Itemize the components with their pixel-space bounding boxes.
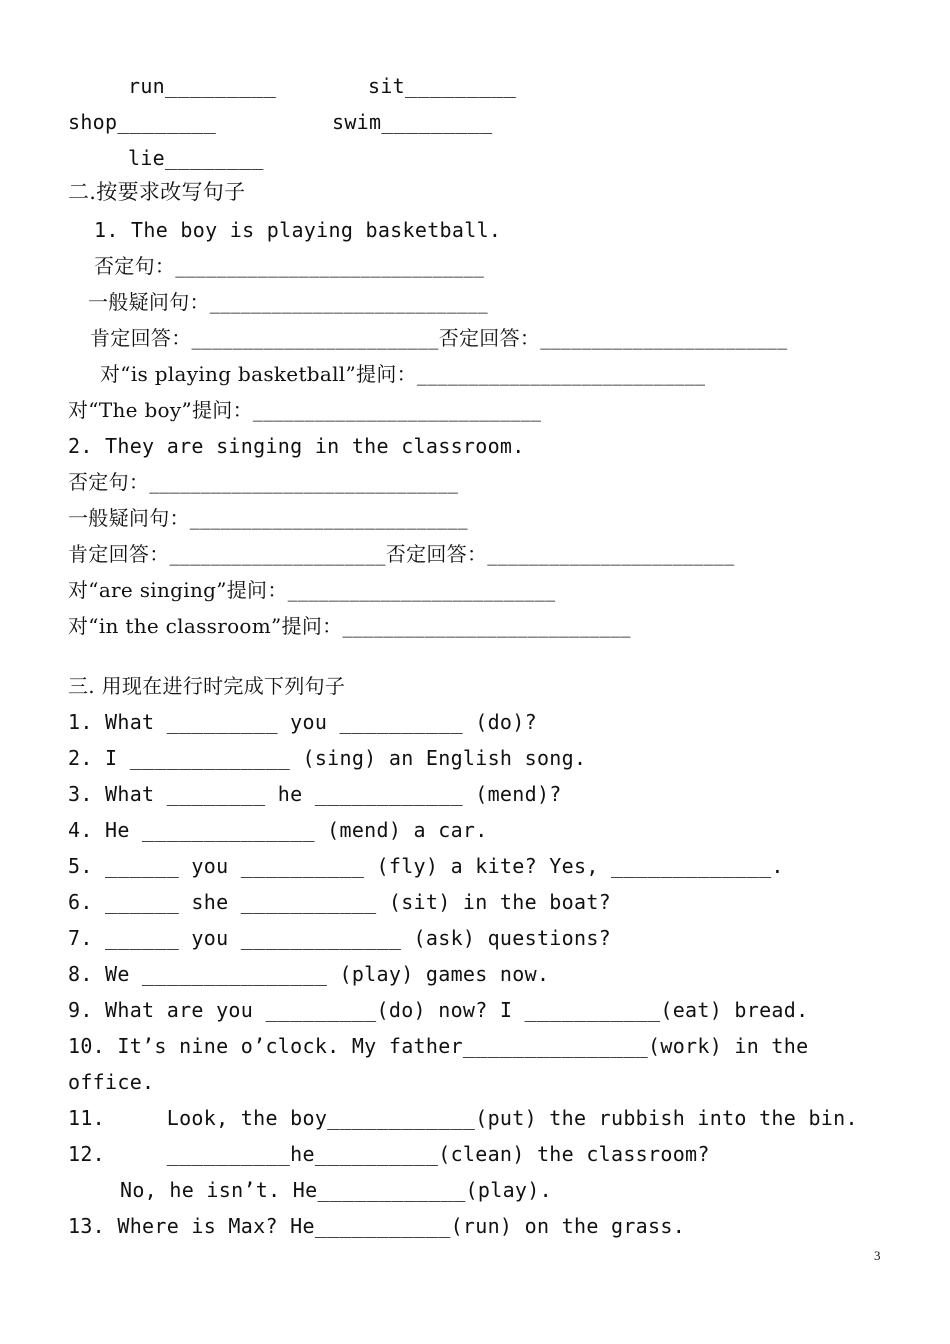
- exercise-item-continuation: office.: [68, 1070, 155, 1094]
- exercise-item: 6. ______ she ___________ (sit) in the boat?: [68, 890, 612, 914]
- exercise-item: 4. He ______________ (mend) a car.: [68, 818, 488, 842]
- exercise-item: 3. What ________ he ____________ (mend)?: [68, 782, 562, 806]
- section3-heading: 三. 用现在进行时完成下列句子: [68, 674, 346, 698]
- word-lie: lie________: [128, 146, 264, 170]
- word-sit: sit_________: [368, 74, 517, 98]
- word-run: run_________: [128, 74, 277, 98]
- exercise-item: 9. What are you _________(do) now? I ___________(eat) bread.: [68, 998, 809, 1022]
- exercise-item-answer-line: No, he isn’t. He____________(play).: [120, 1178, 552, 1202]
- exercise-item: 5. ______ you __________ (fly) a kite? Yes, _____________.: [68, 854, 784, 878]
- q1-ask-subject: 对“The boy”提问：____________________________: [68, 398, 542, 422]
- section2-heading: 二.按要求改写句子: [68, 180, 246, 204]
- word-shop: shop________: [68, 110, 217, 134]
- q1-sentence: 1. The boy is playing basketball.: [94, 218, 502, 242]
- exercise-item: 11. Look, the boy____________(put) the rubbish into the bin.: [68, 1106, 858, 1130]
- exercise-item: 13. Where is Max? He___________(run) on the grass.: [68, 1214, 686, 1238]
- q2-ask-predicate: 对“are singing”提问：__________________________: [68, 578, 556, 602]
- q2-question: 一般疑问句：___________________________: [68, 506, 468, 530]
- exercise-item: 2. I _____________ (sing) an English song.: [68, 746, 587, 770]
- exercise-item: 10. It’s nine o’clock. My father_______________(work) in the: [68, 1034, 809, 1058]
- q2-answers: 肯定回答：_____________________否定回答：________________________: [68, 542, 735, 566]
- exercise-item: 1. What _________ you __________ (do)?: [68, 710, 537, 734]
- exercise-item: 7. ______ you _____________ (ask) questions?: [68, 926, 612, 950]
- exercise-item: 12. __________he__________(clean) the classroom?: [68, 1142, 710, 1166]
- q2-negative: 否定句：______________________________: [68, 470, 459, 494]
- q1-answers: 肯定回答：________________________否定回答：________________________: [90, 326, 788, 350]
- q2-ask-place: 对“in the classroom”提问：____________________________: [68, 614, 631, 638]
- exercise-item: 8. We _______________ (play) games now.: [68, 962, 550, 986]
- q1-negative: 否定句：______________________________: [94, 254, 485, 278]
- word-swim: swim_________: [332, 110, 493, 134]
- page-number: 3: [874, 1248, 881, 1263]
- q2-sentence: 2. They are singing in the classroom.: [68, 434, 525, 458]
- q1-ask-predicate: 对“is playing basketball”提问：____________________________: [100, 362, 706, 386]
- q1-question: 一般疑问句：___________________________: [88, 290, 488, 314]
